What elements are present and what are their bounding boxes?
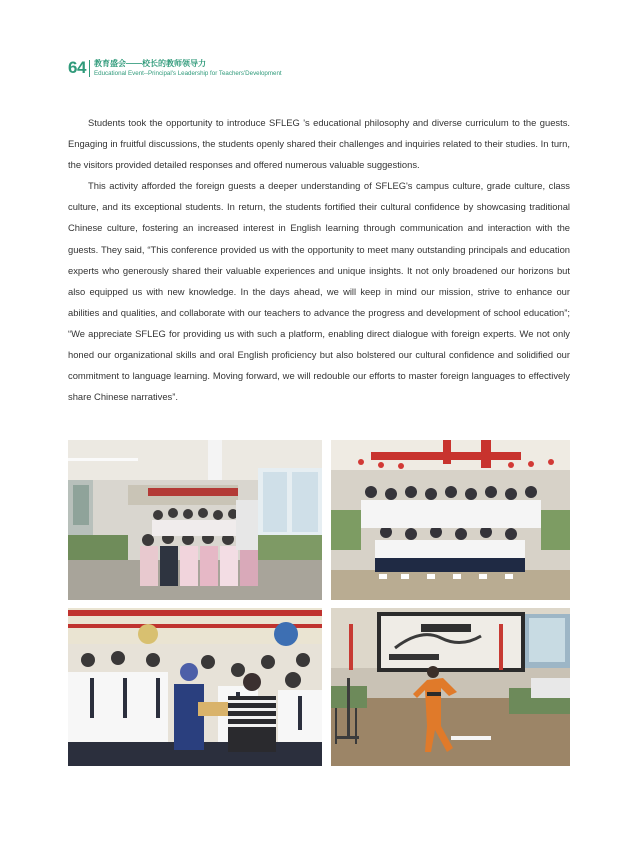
header-title-chinese: 教育盛会——校长的教师领导力 xyxy=(94,59,206,68)
paragraph-1: Students took the opportunity to introduce SFLEG 's educational philosophy and diverse curriculum to the guests. Engaging in fruitful discussions, the students openly shared their challenges and inquiries related to their studies. In turn, the visitors provided detailed responses and offered numerous valuable suggestions. xyxy=(68,117,570,171)
photo-group-decorated-classroom xyxy=(331,440,570,600)
photo-students-with-guests xyxy=(68,608,322,766)
page-number: 64 xyxy=(68,58,86,77)
header-divider xyxy=(89,60,90,77)
photo-kung-fu-performance xyxy=(331,608,570,766)
paragraph-2: This activity afforded the foreign guests a deeper understanding of SFLEG's campus culture, grade culture, class culture, and its exceptional students. In return, the students fortified their cultural confidence by showcasing traditional Chinese culture, fostering an increased interest in English learning through communication and interaction with the guests. They said, “This conference provided us with the opportunity to meet many outstanding principals and education experts who generously shared their valuable experiences and unique insights. It not only broadened our horizons but also equipped us with new knowledge. In the days ahead, we will keep in mind our mission, strive to enhance our abilities and qualities, and collaborate with our teachers to advance the progress and development of school education”; “We appreciate SFLEG for providing us with such a platform, enabling direct dialogue with foreign experts. We not only honed our organizational skills and oral English proficiency but also bolstered our cultural confidence and solidified our commitment to language learning. Moving forward, we will redouble our efforts to master foreign languages to effectively share Chinese narratives”. xyxy=(68,180,570,403)
photo-classroom-hanfu xyxy=(68,440,322,600)
article-body xyxy=(68,112,570,407)
header-title-english: Educational Event--Principal's Leadership for Teachers'Development xyxy=(94,70,282,77)
